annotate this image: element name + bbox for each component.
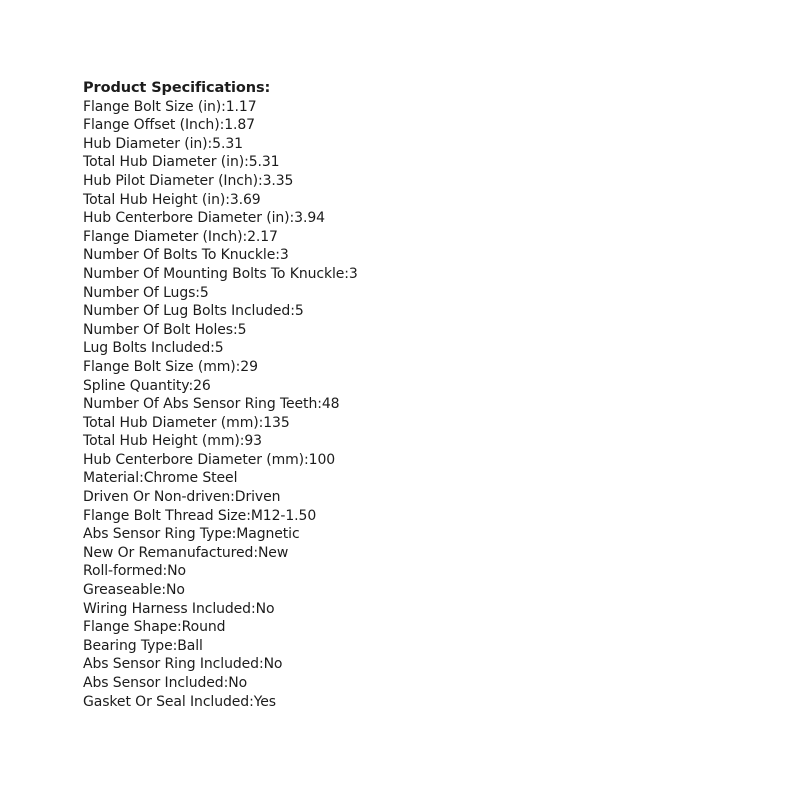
spec-value: 3.69 bbox=[229, 191, 261, 208]
spec-value: 1.87 bbox=[224, 117, 255, 134]
spec-row bbox=[83, 451, 358, 470]
spec-value: No bbox=[263, 656, 283, 673]
spec-row bbox=[83, 693, 358, 712]
spec-separator: : bbox=[239, 433, 245, 450]
spec-label: Flange Shape bbox=[83, 619, 177, 636]
spec-value: 5.31 bbox=[212, 135, 243, 152]
spec-separator: : bbox=[225, 191, 230, 208]
spec-sheet-title: Product Specifications: bbox=[83, 80, 271, 96]
spec-row bbox=[83, 228, 358, 247]
spec-label: Lug Bolts Included bbox=[83, 340, 211, 357]
spec-value: 100 bbox=[308, 451, 336, 468]
spec-value: Driven bbox=[234, 489, 281, 506]
spec-value: No bbox=[255, 600, 275, 617]
spec-separator: : bbox=[304, 451, 309, 468]
spec-value: Chrome Steel bbox=[143, 470, 238, 487]
spec-value: 5 bbox=[237, 321, 247, 338]
spec-row bbox=[83, 581, 358, 600]
spec-label: Number Of Mounting Bolts To Knuckle bbox=[83, 265, 345, 282]
spec-label: Abs Sensor Ring Included bbox=[83, 656, 259, 673]
spec-separator: : bbox=[246, 507, 251, 524]
spec-separator: : bbox=[188, 377, 194, 394]
spec-label: Number Of Abs Sensor Ring Teeth bbox=[83, 396, 318, 413]
spec-separator: : bbox=[289, 210, 295, 227]
spec-value: Round bbox=[181, 619, 226, 636]
spec-label: Abs Sensor Included bbox=[83, 675, 224, 691]
spec-separator: : bbox=[207, 135, 213, 152]
spec-value: 3.94 bbox=[294, 210, 325, 227]
spec-label: Greaseable bbox=[83, 582, 162, 599]
spec-value: No bbox=[228, 675, 248, 691]
spec-separator: : bbox=[210, 340, 215, 357]
spec-row bbox=[83, 191, 358, 210]
spec-row bbox=[83, 209, 358, 228]
spec-value: 3 bbox=[279, 247, 289, 264]
spec-row bbox=[83, 600, 358, 619]
spec-label: Number Of Lugs bbox=[83, 284, 196, 301]
spec-label: Wiring Harness Included bbox=[83, 600, 251, 617]
spec-label: Total Hub Height (in) bbox=[83, 191, 226, 208]
spec-label: Hub Diameter (in) bbox=[83, 135, 208, 152]
spec-row bbox=[83, 284, 358, 303]
spec-separator: : bbox=[223, 675, 229, 691]
spec-value: 29 bbox=[240, 358, 258, 375]
spec-label: Gasket Or Seal Included bbox=[83, 693, 250, 710]
spec-separator: : bbox=[219, 117, 225, 134]
spec-row bbox=[83, 469, 358, 488]
spec-row bbox=[83, 544, 358, 563]
spec-separator: : bbox=[275, 247, 280, 264]
spec-value: 3.35 bbox=[262, 172, 294, 189]
spec-row bbox=[83, 655, 358, 674]
spec-label: Roll-formed bbox=[83, 563, 163, 580]
spec-label: Hub Centerbore Diameter (mm) bbox=[83, 451, 305, 468]
spec-label: Flange Diameter (Inch) bbox=[83, 228, 243, 245]
spec-value: 3 bbox=[348, 265, 358, 282]
spec-label: Number Of Bolt Holes bbox=[83, 321, 233, 338]
spec-separator: : bbox=[161, 582, 166, 599]
spec-row bbox=[83, 674, 358, 693]
spec-value: 48 bbox=[321, 396, 340, 413]
spec-row bbox=[83, 265, 358, 284]
spec-label: Bearing Type bbox=[83, 637, 173, 654]
spec-label: Spline Quantity bbox=[83, 377, 189, 394]
spec-row bbox=[83, 246, 358, 265]
spec-row bbox=[83, 116, 358, 135]
spec-separator: : bbox=[139, 470, 144, 487]
spec-separator: : bbox=[344, 265, 349, 282]
spec-row bbox=[83, 172, 358, 191]
spec-row bbox=[83, 153, 358, 172]
spec-value: New bbox=[257, 544, 289, 561]
spec-label: New Or Remanufactured bbox=[83, 544, 254, 561]
spec-row bbox=[83, 377, 358, 396]
spec-separator: : bbox=[258, 414, 264, 431]
spec-separator: : bbox=[162, 563, 168, 580]
spec-label: Material bbox=[83, 470, 140, 487]
spec-list bbox=[83, 98, 358, 712]
spec-value: Yes bbox=[253, 693, 277, 710]
spec-row bbox=[83, 525, 358, 544]
spec-label: Flange Offset (Inch) bbox=[83, 117, 220, 134]
spec-separator: : bbox=[317, 396, 322, 413]
spec-label: Total Hub Diameter (mm) bbox=[83, 414, 259, 431]
spec-separator: : bbox=[235, 358, 241, 375]
spec-label: Total Hub Height (mm) bbox=[83, 433, 240, 450]
spec-row bbox=[83, 135, 358, 154]
spec-separator: : bbox=[232, 321, 238, 338]
spec-value: No bbox=[167, 563, 187, 580]
spec-label: Number Of Bolts To Knuckle bbox=[83, 247, 276, 264]
spec-separator: : bbox=[221, 98, 226, 115]
spec-row bbox=[83, 637, 358, 656]
spec-value: 1.17 bbox=[225, 98, 257, 115]
spec-label: Flange Bolt Thread Size bbox=[83, 507, 247, 524]
spec-row bbox=[83, 432, 358, 451]
spec-separator: : bbox=[258, 656, 264, 673]
spec-row bbox=[83, 562, 358, 581]
product-specifications-block bbox=[83, 79, 358, 711]
spec-separator: : bbox=[249, 693, 254, 710]
spec-row bbox=[83, 339, 358, 358]
spec-value: 2.17 bbox=[247, 228, 278, 245]
spec-separator: : bbox=[230, 489, 235, 506]
spec-value: No bbox=[166, 582, 185, 599]
spec-label: Hub Centerbore Diameter (in) bbox=[83, 210, 290, 227]
spec-separator: : bbox=[244, 154, 249, 171]
spec-label: Abs Sensor Ring Type bbox=[83, 526, 232, 543]
spec-row bbox=[83, 98, 358, 117]
spec-value: Magnetic bbox=[236, 526, 300, 543]
spec-separator: : bbox=[195, 284, 200, 301]
spec-value: M12-1.50 bbox=[250, 507, 317, 524]
spec-value: 26 bbox=[193, 377, 211, 394]
spec-row bbox=[83, 395, 358, 414]
spec-value: 93 bbox=[244, 433, 262, 450]
spec-row bbox=[83, 507, 358, 526]
spec-value: Ball bbox=[177, 637, 203, 654]
spec-label: Flange Bolt Size (in) bbox=[83, 98, 222, 115]
spec-row bbox=[83, 302, 358, 321]
spec-separator: : bbox=[231, 526, 237, 543]
spec-value: 135 bbox=[263, 414, 290, 431]
spec-separator: : bbox=[253, 544, 258, 561]
spec-row bbox=[83, 618, 358, 637]
spec-label: Number Of Lug Bolts Included bbox=[83, 303, 291, 320]
spec-row bbox=[83, 488, 358, 507]
spec-row bbox=[83, 321, 358, 340]
spec-separator: : bbox=[172, 637, 178, 654]
spec-label: Flange Bolt Size (mm) bbox=[83, 358, 236, 375]
spec-separator: : bbox=[176, 619, 182, 636]
spec-value: 5 bbox=[214, 340, 224, 357]
spec-value: 5 bbox=[199, 284, 209, 301]
spec-value: 5 bbox=[294, 303, 304, 320]
spec-separator: : bbox=[250, 600, 256, 617]
spec-row bbox=[83, 414, 358, 433]
spec-separator: : bbox=[257, 172, 263, 189]
spec-row bbox=[83, 358, 358, 377]
spec-value: 5.31 bbox=[248, 154, 280, 171]
spec-label: Hub Pilot Diameter (Inch) bbox=[83, 172, 258, 189]
spec-separator: : bbox=[290, 303, 295, 320]
spec-label: Driven Or Non-driven bbox=[83, 489, 231, 506]
spec-label: Total Hub Diameter (in) bbox=[83, 154, 245, 171]
spec-separator: : bbox=[242, 228, 248, 245]
